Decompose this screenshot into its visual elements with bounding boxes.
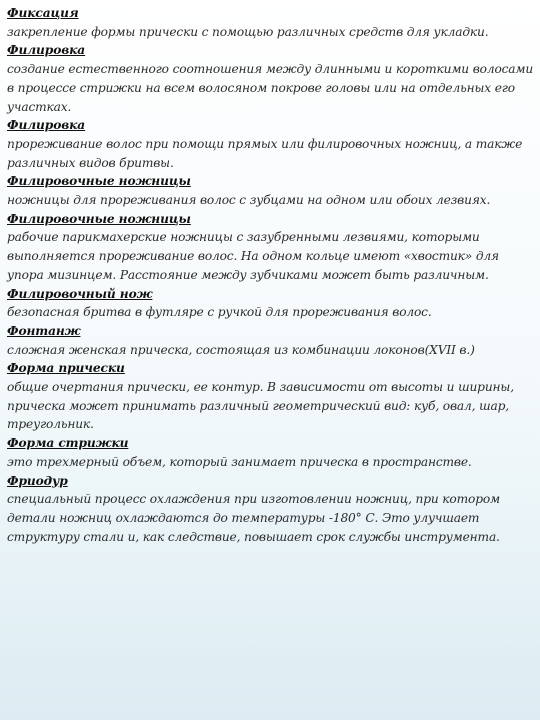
glossary-entry — [7, 322, 537, 359]
glossary-term: Филировочные ножницы — [7, 174, 191, 189]
glossary-term: Форма прически — [7, 361, 125, 376]
glossary-term: Филировочные ножницы — [7, 211, 191, 226]
glossary-entry — [7, 359, 537, 434]
glossary-term: Филировка — [7, 43, 86, 58]
glossary-definition: общие очертания прически, ее контур. В зависимости от высоты и ширины, прическа может принимать различный геометрический вид: куб, овал, шар, треугольник. — [7, 380, 514, 432]
glossary-definition: это трехмерный объем, который занимает прическа в пространстве. — [7, 454, 472, 469]
glossary-definition: рабочие парикмахерские ножницы с зазубренными лезвиями, которыми выполняется прореживание волос. На одном кольце имеют «хвостик» для упора мизинцем. Расстояние между зубчиками может быть различным. — [7, 230, 499, 282]
glossary-definition: закрепление формы прически с помощью различных средств для укладки. — [7, 24, 489, 39]
glossary-entry — [7, 4, 537, 41]
glossary-definition: специальный процесс охлаждения при изготовлении ножниц, при котором детали ножниц охлаждаются до температуры -180° С. Это улучшает структуру стали и, как следствие, повышает срок службы инструмента. — [7, 492, 501, 544]
glossary-term: Фиксация — [7, 6, 79, 20]
glossary-definition: прореживание волос при помощи прямых или филировочных ножниц, а также различных видов бритвы. — [7, 136, 523, 170]
glossary-entry — [7, 41, 537, 116]
glossary-entry — [7, 210, 537, 285]
glossary-entry — [7, 116, 537, 172]
glossary-definition: ножницы для прореживания волос с зубцами на одном или обоих лезвиях. — [7, 193, 491, 208]
glossary-term: Филировка — [7, 118, 86, 133]
glossary — [7, 4, 537, 546]
glossary-term: Форма стрижки — [7, 436, 129, 451]
glossary-definition: сложная женская прическа, состоящая из комбинации локонов(XVII в.) — [7, 342, 475, 357]
glossary-term: Фонтанж — [7, 323, 81, 338]
glossary-entry — [7, 285, 537, 322]
glossary-definition: создание естественного соотношения между длинными и короткими волосами в процессе стрижки на всем волосяном покрове головы или на отдельных его участках. — [7, 62, 534, 114]
glossary-entry — [7, 434, 537, 471]
glossary-term: Филировочный нож — [7, 286, 153, 301]
glossary-entry — [7, 172, 537, 209]
glossary-definition: безопасная бритва в футляре с ручкой для прореживания волос. — [7, 305, 432, 320]
glossary-term: Фриодур — [7, 473, 68, 488]
glossary-entry — [7, 472, 537, 547]
